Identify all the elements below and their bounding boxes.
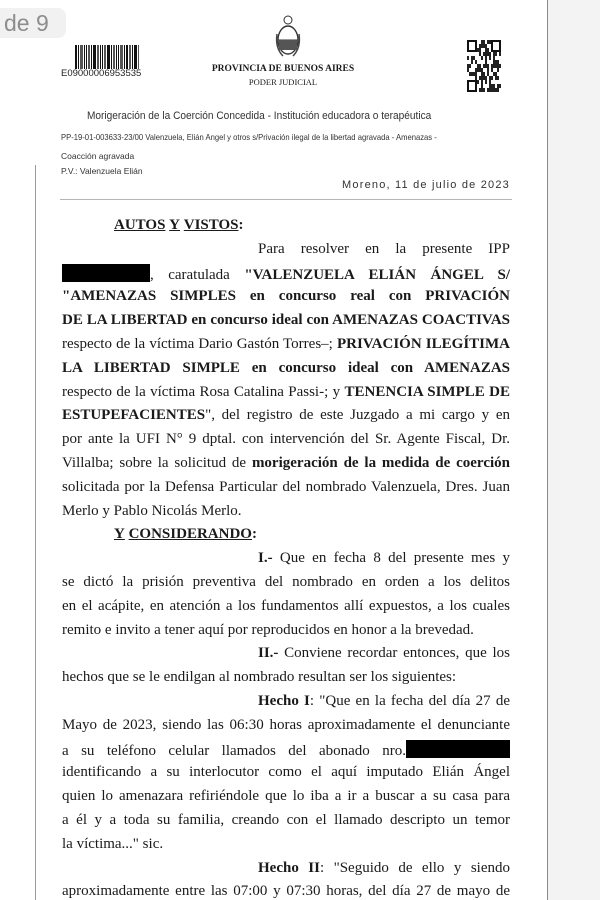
- bold-text: LA LIBERTAD SIMPLE en concurso ideal con AMENAZAS: [62, 359, 510, 376]
- judicial-branch: PODER JUDICIAL: [248, 77, 318, 87]
- viewer-side-panel: [547, 0, 600, 900]
- barcode-bar: [118, 45, 119, 69]
- barcode-bar: [111, 45, 112, 69]
- bold-text: morigeración de la medida de coerción: [251, 455, 510, 471]
- barcode-bar: [80, 45, 83, 69]
- barcode-bar: [75, 45, 77, 69]
- document-title: Morigeración de la Coerción Concedida - Institución educadora o terapéutica: [87, 110, 432, 122]
- body-line: [62, 740, 510, 758]
- body-line: [62, 359, 510, 377]
- text: se dictó la prisión preventiva del nombrado en orden a los delitos: [62, 574, 510, 590]
- text: respecto de la víctima Rosa Catalina Passi-; y: [62, 383, 345, 400]
- body-line: [62, 502, 510, 520]
- body-line: [62, 692, 510, 710]
- body-line: [62, 597, 510, 615]
- bold-text: Y: [114, 526, 125, 543]
- body-line: [62, 335, 510, 353]
- redaction-block: [62, 264, 150, 282]
- body-line: [62, 216, 510, 234]
- text: a su teléfono celular llamados del abonado nro.: [62, 742, 406, 758]
- text: la víctima..." sic.: [62, 835, 164, 852]
- text: Conviene recordar entonces, que los: [278, 645, 510, 662]
- qr-code-icon: [467, 40, 501, 92]
- body-line: [62, 311, 510, 329]
- barcode-bar: [104, 45, 106, 69]
- body-line: [62, 621, 510, 639]
- barcode-bar: [86, 45, 87, 69]
- body-line: [62, 573, 510, 591]
- bold-text: PRIVACIÓN ILEGÍTIMA: [336, 336, 510, 352]
- bold-text: TENENCIA SIMPLE DE: [344, 383, 510, 400]
- bold-text: CONSIDERANDO: [128, 526, 252, 543]
- barcode-image: [75, 45, 149, 69]
- text: ", del registro de este Juzgado a mi cargo y en: [205, 407, 510, 424]
- barcode-bar: [132, 45, 133, 69]
- barcode-bar: [116, 45, 117, 69]
- bold-text: Hecho II: [258, 859, 320, 876]
- text: : "Seguido de ello y siendo: [319, 859, 510, 876]
- text: Que en fecha 8 del presente mes y: [279, 550, 510, 567]
- text: solicitada por la Defensa Particular del nombrado Valenzuela, Dres. Juan: [62, 478, 510, 495]
- case-reference-continued: Coacción agravada: [61, 151, 135, 161]
- barcode-bar: [97, 45, 99, 69]
- body-line: [62, 525, 510, 543]
- page-indicator: de 9: [0, 8, 66, 38]
- body-line: [62, 882, 510, 900]
- text: Villalba; sobre la solicitud de: [62, 455, 252, 471]
- body-line: [62, 549, 510, 567]
- barcode-bar: [134, 45, 137, 69]
- text: : "Que en la fecha del día 27 de: [309, 693, 510, 709]
- body-line: [62, 835, 510, 853]
- barcode-bar: [78, 45, 79, 69]
- body-line: [62, 383, 510, 401]
- barcode-bar: [138, 45, 139, 69]
- bold-text: "AMENAZAS SIMPLES: [62, 288, 236, 305]
- barcode-bar: [113, 45, 115, 69]
- bold-text: AUTOS: [114, 217, 166, 233]
- text: en el acápite, en atención a los fundamentos allí expuestos, a los cuales: [62, 597, 510, 614]
- text: por ante la UFI N° 9 dptal. con intervención del Sr. Agente Fiscal, Dr.: [62, 431, 510, 448]
- coat-of-arms-icon: [275, 14, 301, 60]
- body-line: [62, 430, 510, 448]
- barcode-bar: [91, 45, 92, 69]
- bold-text: ESTUPEFACIENTES: [62, 407, 206, 424]
- text: hechos que se le endilgan al nombrado resultan ser los siguientes:: [62, 669, 457, 686]
- barcode-number: E09000006953535: [61, 68, 142, 79]
- body-line: [62, 240, 510, 258]
- text: , caratulada: [150, 266, 245, 282]
- place-and-date: Moreno, 11 de julio de 2023: [342, 179, 510, 191]
- body-line: [62, 716, 510, 734]
- text: Merlo y Pablo Nicolás Merlo.: [62, 502, 242, 519]
- barcode-bar: [120, 45, 123, 69]
- bold-text: "VALENZUELA ELIÁN ÁNGEL S/: [244, 266, 510, 282]
- body-line: [62, 787, 510, 805]
- body-line: [62, 406, 510, 424]
- barcode-bar: [107, 45, 110, 69]
- body-line: [62, 478, 510, 496]
- barcode-bar: [93, 45, 96, 69]
- barcode-bar: [88, 45, 90, 69]
- case-reference: PP-19-01-003633-23/00 Valenzuela, Elián Angel y otros s/Privación ilegal de la libertad agravada - Amenazas -: [61, 132, 437, 142]
- barcode-bar: [126, 45, 128, 69]
- body-line: [62, 644, 510, 662]
- bold-text: Y: [169, 217, 181, 233]
- body-line: [62, 763, 510, 781]
- text: aproximadamente entre las 07:00 y 07:30 horas, del día 27 de mayo de: [62, 883, 510, 900]
- text: respecto de la víctima Dario Gastón Torres–;: [62, 336, 337, 352]
- bold-text: VISTOS: [183, 217, 239, 233]
- body-line: [62, 859, 510, 877]
- bold-text: I.-: [258, 550, 273, 567]
- redaction-block: [406, 740, 510, 758]
- bold-text: DE LA LIBERTAD en concurso ideal con AMENAZAS COACTIVAS: [62, 312, 510, 329]
- text: Mayo de 2023, siendo las 06:30 horas aproximadamente el denunciante: [62, 716, 510, 733]
- text: quien lo amenazara refiriéndole que lo iba a ir a buscar a su casa para: [62, 788, 510, 805]
- body-line: [62, 287, 510, 305]
- bold-text: :: [251, 526, 257, 543]
- bold-text: :: [238, 217, 244, 233]
- bold-text: en concurso real con: [235, 288, 426, 305]
- barcode-bar: [102, 45, 103, 69]
- bold-text: II.-: [258, 645, 279, 662]
- body-line: [62, 811, 510, 829]
- body-line: [62, 454, 510, 472]
- text: Para resolver en la presente IPP: [258, 240, 510, 257]
- text: a él y a toda su familia, creando con el llamado descripto un temor: [62, 812, 510, 828]
- text: identificando a su interlocutor como el aquí imputado Elián Ángel: [62, 764, 510, 781]
- page-left-rule: [35, 165, 36, 900]
- province-name: PROVINCIA DE BUENOS AIRES: [211, 64, 355, 74]
- text: remito e invito a tener aquí por reproducidos en honor a la brevedad.: [62, 621, 474, 638]
- barcode-bar: [124, 45, 125, 69]
- body-line: [62, 668, 510, 686]
- bold-text: Hecho I: [258, 693, 310, 709]
- header-divider: [60, 199, 512, 200]
- bold-text: PRIVACIÓN: [425, 288, 510, 305]
- barcode-bar: [100, 45, 101, 69]
- pv-label: P.V.: Valenzuela Elián: [61, 166, 143, 176]
- barcode-bar: [84, 45, 85, 69]
- body-line: [62, 264, 510, 282]
- barcode-bar: [129, 45, 131, 69]
